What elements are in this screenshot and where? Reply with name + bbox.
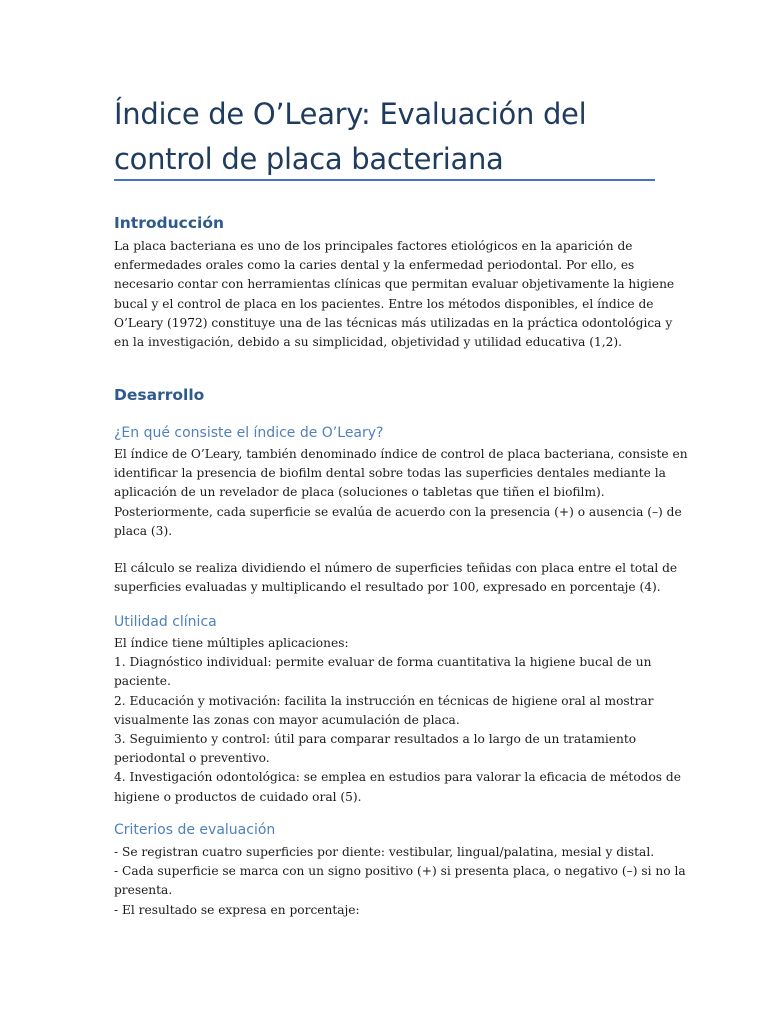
consiste-paragraph-2 <box>114 559 678 597</box>
intro-paragraph <box>114 237 675 352</box>
text-line: aplicación de un revelador de placa (soluciones o tabletas que tiñen el biofilm). <box>114 485 605 500</box>
subheading-criterios: Criterios de evaluación <box>114 822 276 838</box>
list-item: - Se registran cuatro superficies por diente: vestibular, lingual/palatina, mesial y distal. <box>114 845 655 859</box>
text-line: Posteriormente, cada superficie se evalúa de acuerdo con la presencia (+) o ausencia (–) de <box>114 504 682 519</box>
list-item: 1. Diagnóstico individual: permite evaluar de forma cuantitativa la higiene bucal de un <box>114 655 652 670</box>
list-item: 2. Educación y motivación: facilita la instrucción en técnicas de higiene oral al mostrar <box>114 693 654 708</box>
utilidad-list <box>114 634 681 807</box>
text-line: en la investigación, debido a su simplicidad, objetividad y utilidad educativa (1,2). <box>114 335 623 350</box>
consiste-paragraph-1 <box>114 445 688 541</box>
list-item: paciente. <box>114 674 171 689</box>
document-title <box>114 92 674 182</box>
text-line: placa (3). <box>114 523 173 538</box>
title-line: Índice de O’Leary: Evaluación del <box>114 97 587 131</box>
text-line: El cálculo se realiza dividiendo el número de superficies teñidas con placa entre el total de <box>114 561 678 575</box>
subheading-utilidad: Utilidad clínica <box>114 614 217 630</box>
title-line: control de placa bacteriana <box>114 142 504 176</box>
criterios-list <box>114 843 686 920</box>
text-line: O’Leary (1972) constituye una de las técnicas más utilizadas en la práctica odontológica y <box>114 315 673 330</box>
list-item: 4. Investigación odontológica: se emplea en estudios para valorar la eficacia de métodos de <box>114 770 681 785</box>
text-line: bucal y el control de placa en los pacientes. Entre los métodos disponibles, el índice de <box>114 296 654 311</box>
text-line: La placa bacteriana es uno de los principales factores etiológicos en la aparición de <box>114 239 633 253</box>
list-item: - El resultado se expresa en porcentaje: <box>114 902 360 917</box>
text-line: El índice tiene múltiples aplicaciones: <box>114 636 349 650</box>
section-heading-desarrollo: Desarrollo <box>114 386 205 404</box>
list-item: - Cada superficie se marca con un signo positivo (+) si presenta placa, o negativo (–) si no la <box>114 864 686 879</box>
list-item: periodontal o preventivo. <box>114 751 270 766</box>
text-line: El índice de O’Leary, también denominado índice de control de placa bacteriana, consiste en <box>114 447 688 461</box>
list-item: visualmente las zonas con mayor acumulación de placa. <box>114 712 460 727</box>
list-item: presenta. <box>114 883 173 898</box>
text-line: enfermedades orales como la caries dental y la enfermedad periodontal. Por ello, es <box>114 258 635 273</box>
text-line: necesario contar con herramientas clínicas que permitan evaluar objetivamente la higiene <box>114 277 675 292</box>
text-line: identificar la presencia de biofilm dental sobre todas las superficies dentales mediante la <box>114 466 666 481</box>
subheading-consiste: ¿En qué consiste el índice de O’Leary? <box>114 425 384 441</box>
list-item: higiene o productos de cuidado oral (5). <box>114 789 362 804</box>
text-line: superficies evaluadas y multiplicando el resultado por 100, expresado en porcentaje (4). <box>114 580 661 595</box>
section-heading-introduccion: Introducción <box>114 214 225 232</box>
list-item: 3. Seguimiento y control: útil para comparar resultados a lo largo de un tratamiento <box>114 732 637 747</box>
title-underline <box>114 179 655 181</box>
